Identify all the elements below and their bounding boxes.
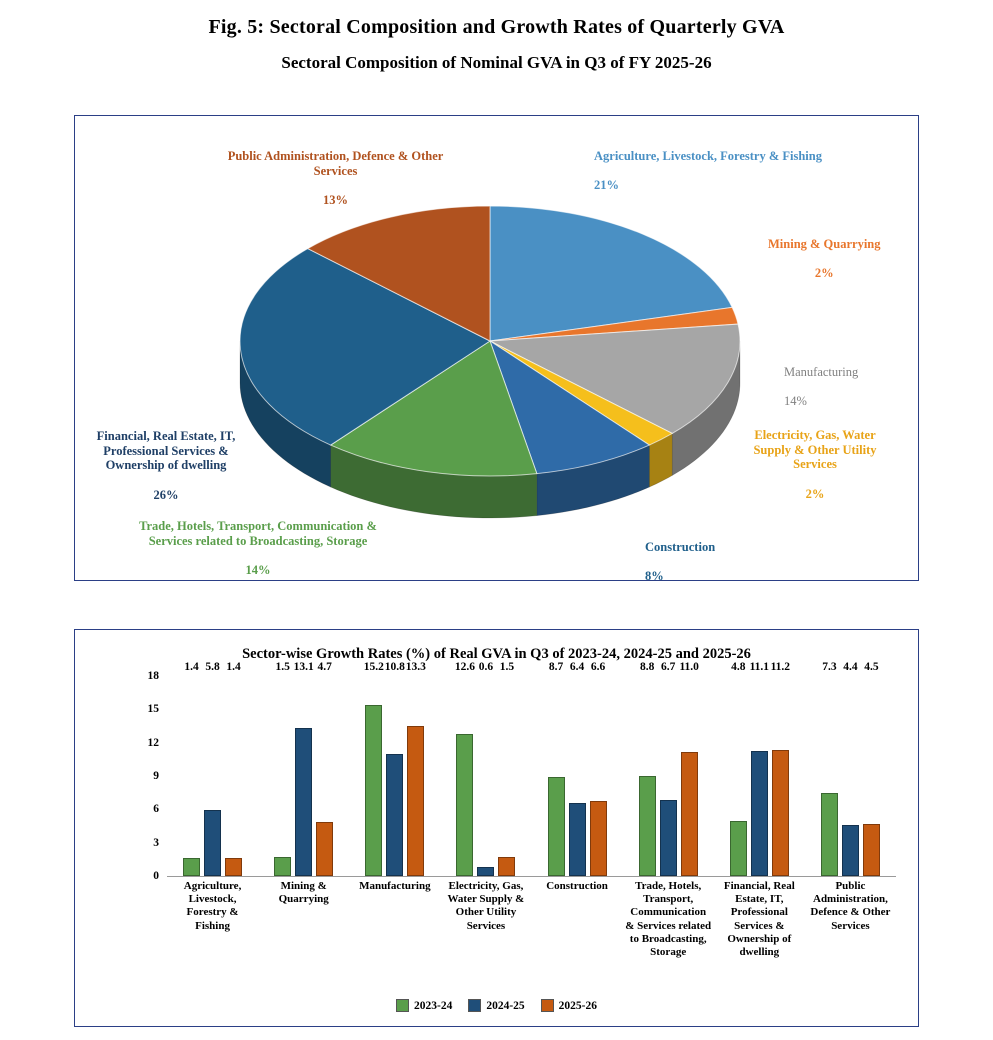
bar-value-label: 6.4 bbox=[569, 661, 585, 673]
legend-swatch-icon bbox=[468, 999, 481, 1012]
x-axis-category-label: Manufacturing bbox=[359, 880, 431, 892]
bar-holder bbox=[548, 661, 565, 876]
legend-swatch-icon bbox=[396, 999, 409, 1012]
y-axis-tick: 0 bbox=[153, 870, 159, 882]
pie-label-construction-value: 8% bbox=[645, 569, 664, 584]
bar-holder bbox=[225, 661, 242, 876]
pie-chart-stage bbox=[75, 116, 918, 584]
bar-value-label: 11.2 bbox=[770, 661, 791, 673]
bar-group bbox=[167, 661, 258, 876]
y-axis-tick: 3 bbox=[153, 836, 159, 849]
bar bbox=[863, 661, 880, 876]
bar bbox=[770, 661, 791, 876]
bar bbox=[821, 661, 838, 876]
bar bbox=[590, 661, 607, 876]
bar-value-label: 11.0 bbox=[679, 661, 699, 673]
bar-group bbox=[440, 661, 531, 876]
pie-label-electricity bbox=[735, 413, 895, 502]
pie-label-electricity-value: 2% bbox=[805, 486, 825, 501]
bar bbox=[293, 661, 314, 876]
bar-holder bbox=[405, 661, 426, 876]
bar-holder bbox=[842, 661, 859, 876]
bar bbox=[660, 661, 677, 876]
bar-value-label: 1.5 bbox=[275, 661, 290, 673]
bar bbox=[639, 661, 656, 876]
bar-holder bbox=[183, 661, 200, 876]
bar-holder bbox=[384, 661, 405, 876]
bar bbox=[842, 661, 859, 876]
bar bbox=[749, 661, 770, 876]
bar-value-label: 8.8 bbox=[640, 661, 655, 673]
x-axis-category-labels bbox=[167, 880, 896, 959]
pie-label-manufacturing bbox=[784, 350, 858, 409]
pie-label-manufacturing-value: 14% bbox=[784, 394, 807, 409]
pie-label-financial-text: Financial, Real Estate, IT, Professional Services & Ownership of dwelling bbox=[96, 428, 236, 473]
bar bbox=[548, 661, 565, 876]
bar-holder bbox=[569, 661, 586, 876]
bar-holder bbox=[477, 661, 494, 876]
pie-label-public-administration-text: Public Administration, Defence & Other Services bbox=[227, 148, 444, 178]
pie-label-agriculture-text: Agriculture, Livestock, Forestry & Fishing bbox=[594, 148, 822, 163]
pie-label-trade-text: Trade, Hotels, Transport, Communication & Services related to Broadcasting, Storage bbox=[139, 518, 377, 548]
bar bbox=[679, 661, 699, 876]
bar-chart-legend bbox=[75, 999, 918, 1012]
bar-holder bbox=[821, 661, 838, 876]
bar-group bbox=[349, 661, 440, 876]
legend-item[interactable] bbox=[468, 999, 524, 1012]
x-axis-category-label: Electricity, Gas, Water Supply & Other Utility Services bbox=[447, 880, 525, 932]
bar-holder bbox=[660, 661, 677, 876]
figure-title: Fig. 5: Sectoral Composition and Growth Rates of Quarterly GVA bbox=[208, 16, 785, 38]
pie-label-financial-value: 26% bbox=[153, 487, 179, 502]
pie-chart-panel bbox=[74, 115, 919, 584]
bar-value-label: 11.1 bbox=[749, 661, 770, 673]
bar bbox=[225, 661, 242, 876]
bar-value-label: 4.5 bbox=[864, 661, 879, 673]
pie-chart-subtitle: Sectoral Composition of Nominal GVA in Q3 of FY 2025-26 bbox=[281, 53, 712, 72]
bar-group bbox=[623, 661, 714, 876]
y-axis-tick: 6 bbox=[153, 803, 159, 816]
y-axis bbox=[135, 670, 165, 882]
bar bbox=[477, 661, 494, 876]
y-axis-tick: 18 bbox=[147, 670, 159, 682]
bar-value-label: 8.7 bbox=[548, 661, 564, 673]
bar-value-label: 1.5 bbox=[499, 661, 515, 673]
bar-group bbox=[714, 661, 805, 876]
bar-holder bbox=[770, 661, 791, 876]
legend-item[interactable] bbox=[541, 999, 597, 1012]
bar bbox=[316, 661, 333, 876]
bar-group bbox=[805, 661, 896, 876]
bar-chart-plot-area bbox=[167, 661, 896, 877]
bar-holder bbox=[316, 661, 333, 876]
bar-holder bbox=[454, 661, 475, 876]
pie-chart-svg bbox=[195, 156, 795, 556]
bar bbox=[363, 661, 384, 876]
bar-value-label: 4.7 bbox=[317, 661, 332, 673]
bar-value-label: 7.3 bbox=[822, 661, 837, 673]
bar-holder bbox=[274, 661, 291, 876]
bar-value-label: 6.6 bbox=[590, 661, 606, 673]
bar-chart-plot-wrapper bbox=[75, 661, 918, 958]
bar bbox=[730, 661, 747, 876]
pie-label-construction bbox=[645, 525, 715, 584]
bar-chart-title: Sector-wise Growth Rates (%) of Real GVA in Q3 of 2023-24, 2024-25 and 2025-26 bbox=[242, 646, 751, 662]
pie-label-mining-text: Mining & Quarrying bbox=[768, 236, 881, 251]
bar bbox=[569, 661, 586, 876]
bar bbox=[498, 661, 515, 876]
y-axis-tick: 15 bbox=[147, 703, 159, 716]
legend-swatch-icon bbox=[541, 999, 554, 1012]
legend-label: 2023-24 bbox=[413, 999, 453, 1012]
x-axis-category-label: Agriculture, Livestock, Forestry & Fishing bbox=[183, 880, 242, 932]
pie-label-financial bbox=[81, 414, 251, 503]
bar-holder bbox=[293, 661, 314, 876]
bar-holder bbox=[639, 661, 656, 876]
pie-label-trade bbox=[123, 504, 393, 578]
bar-value-label: 1.4 bbox=[184, 661, 199, 673]
x-axis-category-label: Trade, Hotels, Transport, Communication & Services related to Broadcasting, Storage bbox=[625, 880, 712, 958]
pie-label-electricity-text: Electricity, Gas, Water Supply & Other Utility Services bbox=[753, 427, 877, 472]
bar-holder bbox=[679, 661, 699, 876]
y-axis-tick: 12 bbox=[147, 736, 159, 749]
legend-item[interactable] bbox=[396, 999, 452, 1012]
x-axis-category-label: Mining & Quarrying bbox=[278, 880, 329, 906]
pie-label-mining bbox=[768, 222, 881, 281]
pie-label-manufacturing-text: Manufacturing bbox=[784, 364, 859, 379]
bar-holder bbox=[749, 661, 770, 876]
bar-holder bbox=[730, 661, 747, 876]
bar-value-label: 4.8 bbox=[731, 661, 746, 673]
pie-label-mining-value: 2% bbox=[814, 266, 834, 281]
pie-label-public-administration-value: 13% bbox=[323, 193, 348, 207]
pie-label-agriculture-value: 21% bbox=[594, 178, 619, 193]
bar bbox=[183, 661, 200, 876]
bar-value-label: 13.1 bbox=[293, 661, 314, 673]
bar-value-label: 0.6 bbox=[478, 661, 494, 673]
bar-holder bbox=[498, 661, 515, 876]
bar-value-label: 12.6 bbox=[454, 661, 475, 673]
pie-label-public-administration bbox=[223, 134, 448, 208]
bar-value-label: 15.2 bbox=[363, 661, 384, 673]
legend-label: 2025-26 bbox=[558, 999, 598, 1012]
pie-label-agriculture bbox=[594, 134, 822, 193]
bar-holder bbox=[590, 661, 607, 876]
bar-group bbox=[258, 661, 349, 876]
bar bbox=[274, 661, 291, 876]
bar-holder bbox=[863, 661, 880, 876]
bar-holder bbox=[363, 661, 384, 876]
x-axis-category-label: Public Administration, Defence & Other Services bbox=[810, 880, 891, 932]
bar-group bbox=[532, 661, 623, 876]
bar-chart-panel bbox=[74, 629, 919, 1027]
legend-label: 2024-25 bbox=[486, 999, 525, 1012]
pie-label-trade-value: 14% bbox=[245, 563, 271, 577]
bar bbox=[454, 661, 475, 876]
bar bbox=[384, 661, 405, 876]
bar-value-label: 5.8 bbox=[205, 661, 220, 673]
bar-value-label: 6.7 bbox=[661, 661, 676, 673]
pie-label-construction-text: Construction bbox=[645, 539, 716, 554]
bar-holder bbox=[204, 661, 221, 876]
bar-value-label: 1.4 bbox=[226, 661, 241, 673]
y-axis-tick: 9 bbox=[153, 770, 159, 782]
bar bbox=[204, 661, 221, 876]
x-axis-category-label: Construction bbox=[546, 880, 608, 892]
bar-value-label: 10.8 bbox=[384, 661, 405, 673]
x-axis-category-label: Financial, Real Estate, IT, Professional Services & Ownership of dwelling bbox=[723, 880, 795, 958]
bar bbox=[405, 661, 426, 876]
bar-value-label: 4.4 bbox=[843, 661, 858, 673]
bar-value-label: 13.3 bbox=[405, 661, 426, 673]
